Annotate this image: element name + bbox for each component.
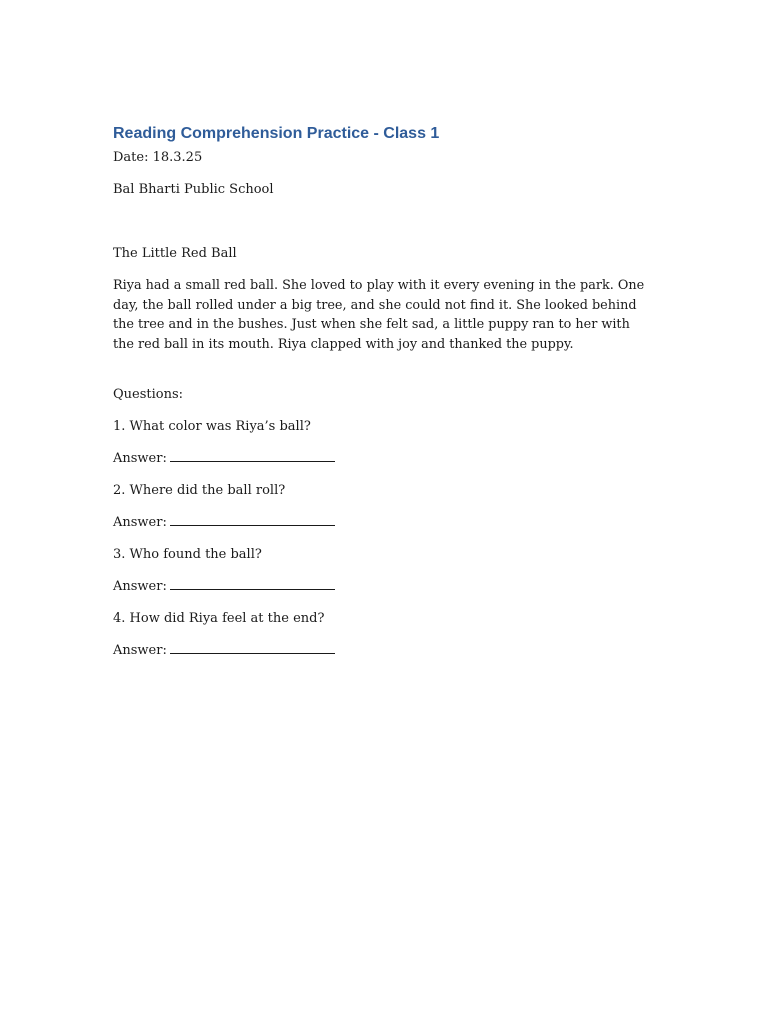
answer-label: Answer: bbox=[113, 451, 167, 466]
answer-label: Answer: bbox=[113, 643, 167, 658]
question-3: 3. Who found the ball? bbox=[113, 547, 262, 562]
answer-label: Answer: bbox=[113, 515, 167, 530]
answer-row-1 bbox=[113, 449, 335, 469]
answer-row-2 bbox=[113, 513, 335, 533]
answer-label: Answer: bbox=[113, 579, 167, 594]
answer-row-4 bbox=[113, 641, 335, 661]
answer-blank-3[interactable] bbox=[170, 578, 335, 590]
school-name: Bal Bharti Public School bbox=[113, 182, 274, 197]
question-4: 4. How did Riya feel at the end? bbox=[113, 611, 325, 626]
answer-blank-2[interactable] bbox=[170, 514, 335, 526]
questions-heading: Questions: bbox=[113, 387, 184, 402]
answer-row-3 bbox=[113, 577, 335, 597]
question-1: 1. What color was Riya’s ball? bbox=[113, 419, 311, 434]
answer-blank-4[interactable] bbox=[170, 642, 335, 654]
story-title: The Little Red Ball bbox=[113, 246, 237, 261]
date-line: Date: 18.3.25 bbox=[113, 150, 203, 165]
answer-blank-1[interactable] bbox=[170, 450, 335, 462]
story-paragraph: Riya had a small red ball. She loved to play with it every evening in the park. One day, the ball rolled under a big tree, and she could not find it. She looked behind the tree and in the bushes. Just when she felt sad, a little puppy ran to her with the red ball in its mouth. Riya clapped with joy and thanked the puppy. bbox=[113, 278, 645, 352]
question-2: 2. Where did the ball roll? bbox=[113, 483, 286, 498]
document-title: Reading Comprehension Practice - Class 1 bbox=[113, 125, 440, 142]
